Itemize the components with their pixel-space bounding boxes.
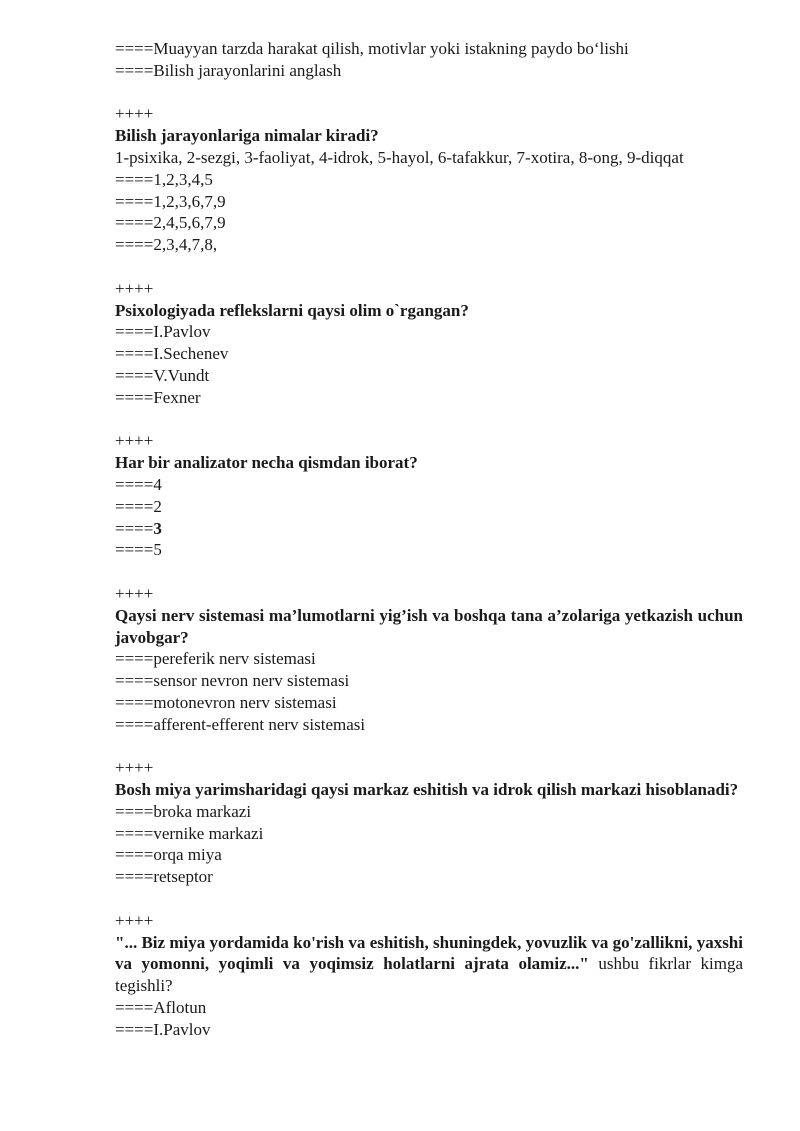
question-separator: ++++ <box>115 758 154 778</box>
answer-option: ====orqa miya <box>115 845 222 865</box>
question-quote: "... Biz miya yordamida ko'rish va eshitish, shuningdek, yovuzlik va go'zallikni, yaxshi va yomonni, yoqimli va yoqimsiz holatlarni ajrata olamiz..." <box>115 932 743 974</box>
answer-option: ====broka markazi <box>115 801 252 821</box>
answer-bold-value: 3 <box>153 518 162 538</box>
question-separator: ++++ <box>115 431 154 451</box>
document-page <box>115 38 743 1041</box>
answer-option: ====retseptor <box>115 867 213 887</box>
answer-option: ====Fexner <box>115 387 201 407</box>
answer-option: ====2,4,5,6,7,9 <box>115 213 226 233</box>
question-text: Qaysi nerv sistemasi ma’lumotlarni yig’ish va boshqa tana a’zolariga yetkazish uchun javobgar? <box>115 605 743 647</box>
question-text: Har bir analizator necha qismdan iborat? <box>115 453 418 473</box>
answer-option: ====sensor nevron nerv sistemasi <box>115 671 350 691</box>
question-text <box>115 932 743 997</box>
spacer <box>115 888 743 910</box>
answer-option: ====I.Pavlov <box>115 322 211 342</box>
answer-option: ====2,3,4,7,8, <box>115 235 218 255</box>
spacer <box>115 736 743 758</box>
question-text: Bilish jarayonlariga nimalar kiradi? <box>115 126 379 146</box>
answer-option: ====1,2,3,4,5 <box>115 169 213 189</box>
answer-option: ====pereferik nerv sistemasi <box>115 649 316 669</box>
answer-option: ====motonevron nerv sistemasi <box>115 692 337 712</box>
answer-option: ====I.Sechenev <box>115 344 229 364</box>
spacer <box>115 256 743 278</box>
spacer <box>115 409 743 431</box>
question-separator: ++++ <box>115 910 154 930</box>
answer-option: ====5 <box>115 540 162 560</box>
answer-option: ====1,2,3,6,7,9 <box>115 191 226 211</box>
answer-option: ====Aflotun <box>115 998 207 1018</box>
answer-option: ====vernike markazi <box>115 823 264 843</box>
answer-option: ====V.Vundt <box>115 365 210 385</box>
spacer <box>115 561 743 583</box>
question-separator: ++++ <box>115 583 154 603</box>
answer-option: ====I.Pavlov <box>115 1019 211 1039</box>
question-tail: ushbu fikrlar kimga tegishli? <box>115 954 744 996</box>
answer-option: ====afferent-efferent nerv sistemasi <box>115 714 366 734</box>
question-note: 1-psixika, 2-sezgi, 3-faoliyat, 4-idrok, 5-hayol, 6-tafakkur, 7-xotira, 8-ong, 9-diqqat <box>115 147 684 167</box>
question-text: Psixologiyada reflekslarni qaysi olim o`rgangan? <box>115 300 469 320</box>
answer-option: ====4 <box>115 474 162 494</box>
spacer <box>115 82 743 104</box>
question-separator: ++++ <box>115 104 154 124</box>
answer-option: ====2 <box>115 496 162 516</box>
answer-prefix: ==== <box>115 518 154 538</box>
question-separator: ++++ <box>115 278 154 298</box>
answer-option <box>115 518 743 540</box>
answer-option: ====Bilish jarayonlarini anglash <box>115 60 342 80</box>
answer-option: ====Muayyan tarzda harakat qilish, motivlar yoki istakning paydo bo‘lishi <box>115 39 629 58</box>
question-text: Bosh miya yarimsharidagi qaysi markaz eshitish va idrok qilish markazi hisoblanadi? <box>115 780 739 800</box>
